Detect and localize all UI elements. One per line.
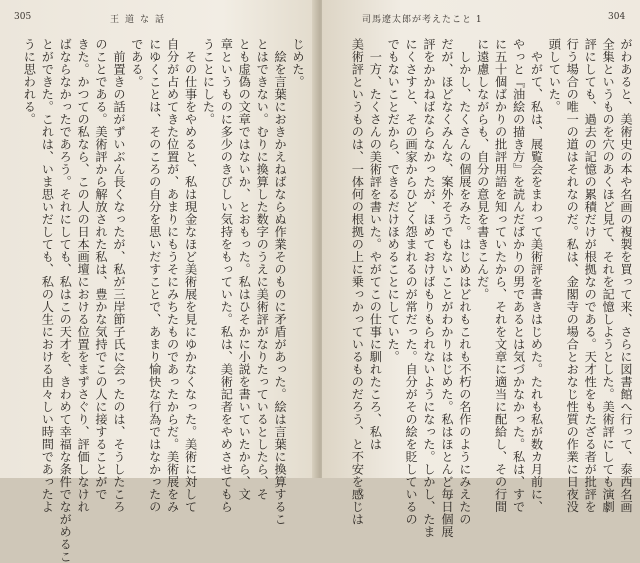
- text-line: 評をかかねばならなかったが、ほめておけばもりもられないようになった。しかし、たま: [422, 38, 437, 538]
- text-line: に遠慮しながらも、自分の意見を書きこんだ。: [475, 38, 490, 301]
- text-line: とも虚偽の文章ではないか、とおもった。私はひそかに小説を書いていたから、文: [237, 38, 252, 501]
- text-line: のことである。美術評から解放された私は、豊かな気持でこの人に接することがで: [94, 38, 109, 501]
- text-line: である。: [129, 38, 144, 88]
- text-line: とはできない。むりに換算した数字のうえに美術評がなりたっているとしたら、そ: [255, 38, 270, 501]
- right-text-body: [336, 38, 634, 538]
- text-line: その仕事をやめると、私は現金なほど美術展を見にゆかなくなった。美術に対して: [183, 38, 198, 513]
- left-page: [0, 0, 318, 563]
- text-line: 前置きの話がずいぶん長くなったが、私が三岸節子氏に会ったのは、そうしたころ: [111, 38, 126, 513]
- text-line: とができた。これは、いま思いだしても、私の人生における由々しい時間であったよ: [40, 38, 55, 513]
- right-page-number: 304: [608, 12, 626, 22]
- text-line: 絵を言葉におきかえねばならぬ作業そのものに矛盾があった。絵は言葉に換算するこ: [273, 38, 288, 526]
- text-line: ばならなかったであろう。それにしても、私はこの天才を、きわめて幸福な条件でながめるこ: [58, 38, 73, 563]
- right-running-head: 司馬遼太郎が考えたこと 1: [362, 15, 483, 25]
- right-page: [322, 0, 640, 538]
- text-line: うことにした。: [201, 38, 216, 126]
- left-running-head: 王道な話: [110, 15, 171, 25]
- text-line: 一方、たくさんの美術評を書いた。やがてこの仕事に馴れたころ、私は: [368, 38, 383, 451]
- text-line: きた。かつての私なら、この人の日本画壇における位置をまずさぐり、評価しなけれ: [76, 38, 91, 513]
- text-line: うに思われる。: [22, 38, 37, 126]
- text-line: に五十個ばかりの批評用語を知っていたから、それを文章に適当に配給し、その行間: [493, 38, 508, 513]
- text-line: 行う場合の唯一の道はそれなのだ。私は、金閣寺の場合とおなじ性質の作業に日夜没: [565, 38, 580, 513]
- text-line: しかし、たくさんの個展をみた。はじめはどれもこれも不朽の名作のようにみえたの: [457, 38, 472, 526]
- left-page-number: 305: [14, 12, 32, 22]
- left-text-body: [6, 38, 306, 563]
- text-line: じめた。: [291, 38, 305, 88]
- text-line: にくさすと、その画家からひどく怨まれるのが常だった。自分がその絵を貶しているの: [404, 38, 419, 526]
- text-line: 評にしても、過去の記憶の累積だけが根拠なのである。天才性をもたざる者が批評を: [583, 38, 598, 513]
- text-line: でもないことだから、できるだけほめることにしていた。: [386, 38, 401, 363]
- text-line: にゆくことは、そのころの自分を思いだすことで、あまり愉快な行為ではなかったの: [147, 38, 162, 513]
- text-line: 美術評というものは、一体何の根拠の上に乗っかっているものだろう、と不安を感じは: [350, 38, 365, 526]
- text-line: 章というものに多少のきびしい気持をもっていた。私は、美術記者をやめさせてもら: [219, 38, 234, 513]
- text-line: 頭していた。: [547, 38, 562, 113]
- text-line: がわあると、美術史の本や名画の複製を買って来、さらに図書館へ行って、泰西名画: [619, 38, 633, 513]
- text-line: 自分が占めてきた位置が、あまりにもうそにみちたものであったからだ。美術展をみ: [165, 38, 180, 513]
- text-line: だが、ほどなくみんな、案外そうでもないことがわかりはじめた。私はほとんど毎日個展: [439, 38, 454, 538]
- text-line: やっと『油絵の描き方』を読んだばかりの男であるとは気づかなかった。私は、すで: [511, 38, 526, 513]
- text-line: 全集というものを穴のあくほど見て、それを記憶しようとした。美術評にしても演劇: [601, 38, 616, 513]
- text-line: やがて、私は、展覧会をまわって美術評を書きはじめた。たれも私が数カ月前に、: [529, 38, 544, 513]
